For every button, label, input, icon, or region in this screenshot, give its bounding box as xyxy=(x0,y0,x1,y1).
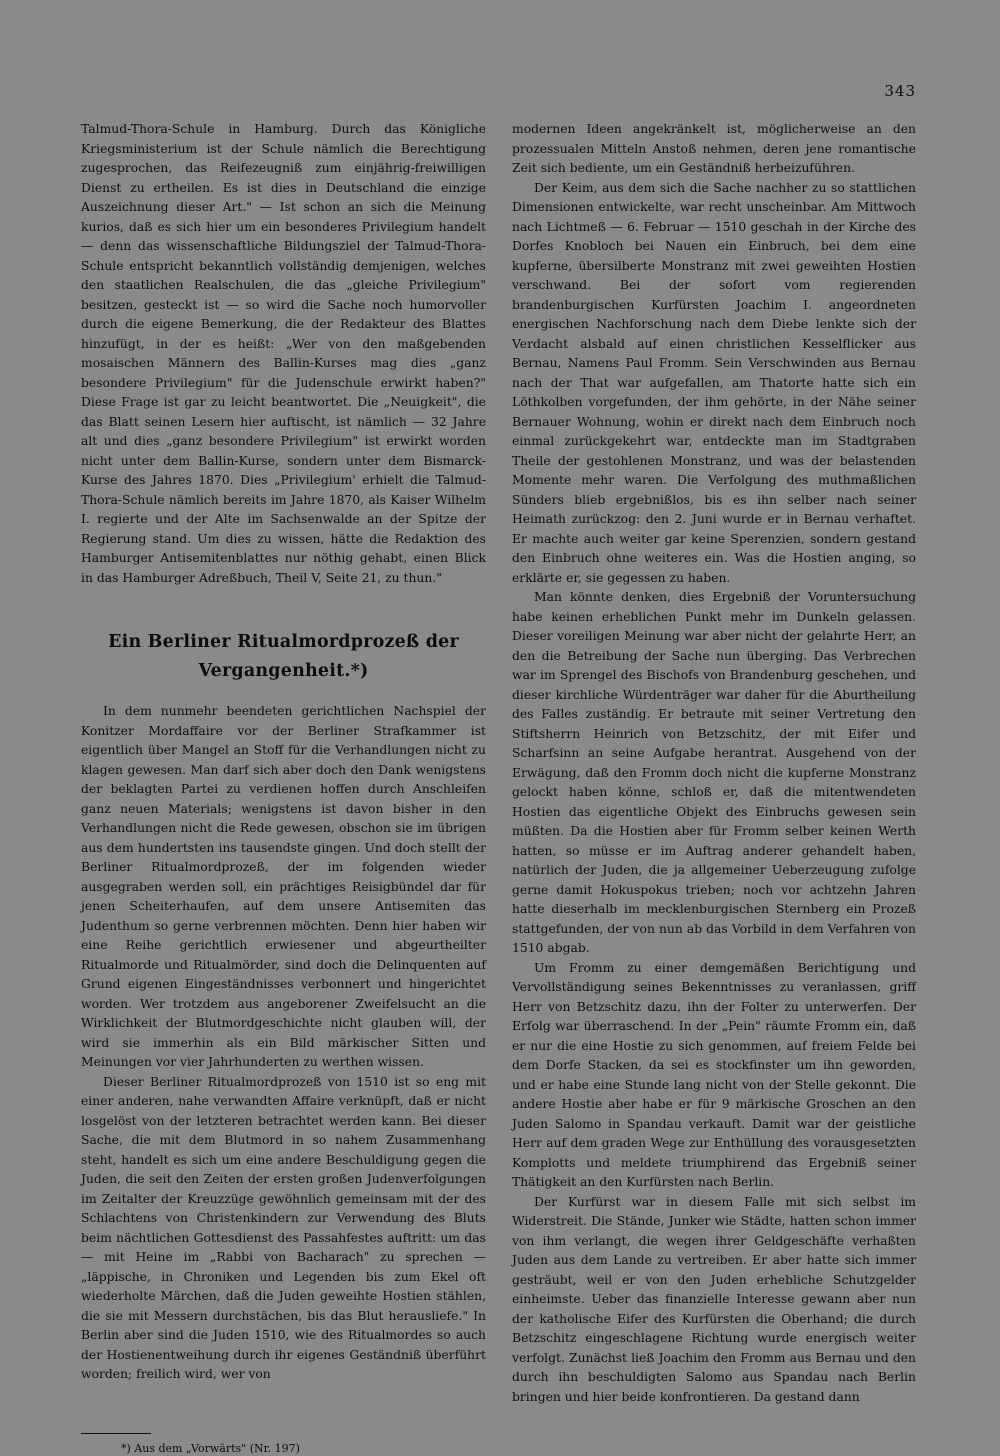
article-title xyxy=(81,628,486,686)
intro-paragraph: Talmud-Thora-Schule in Hamburg. Durch das Königliche Kriegsministerium ist der Schule nämlich die Berechtigung zugesprochen, das Reifezeugniß zum einjährig-freiwilligen Dienst zu ertheilen. Es ist dies in Deutschland die einzige Auszeichnung dieser Art." — Ist schon an sich die Meinung kurios, daß es sich hier um ein besonderes Privilegium handelt — denn das wissenschaftliche Bildungsziel der Talmud-Thora-Schule entspricht bekanntlich vollständig demjenigen, welches den staatlichen Realschulen, die das „gleiche Privilegium" besitzen, gesteckt ist — so wird die Sache noch humorvoller durch die eigene Bemerkung, die der Redakteur des Blattes hinzufügt, in der es heißt: „Wer von den maßgebenden mosaischen Männern des Ballin-Kurses mag dies „ganz besondere Privilegium" für die Judenschule erwirkt haben?" Diese Frage ist gar zu leicht beantwortet. Die „Neuigkeit", die das Blatt seinen Lesern hier auftischt, ist nämlich — 32 Jahre alt und dies „ganz besondere Privilegium" ist erwirkt worden nicht unter dem Ballin-Kurse, sondern unter dem Bismarck-Kurse des Jahres 1870. Dies „Privilegium' erhielt die Talmud-Thora-Schule nämlich bereits im Jahre 1870, als Kaiser Wilhelm I. regierte und der Alte im Sachsenwalde an der Spitze der Regierung stand. Um dies zu wissen, hätte die Redaktion des Hamburger Antisemitenblattes nur nöthig gehabt, einen Blick in das Hamburger Adreßbuch, Theil V, Seite 21, zu thun." xyxy=(81,122,486,585)
paragraph: Um Fromm zu einer demgemäßen Berichtigung und Vervollständigung seines Bekenntnisses zu veranlassen, griff Herr von Betzschitz dazu, ihn der Folter zu unterwerfen. Der Erfolg war überraschend. In der „Pein" räumte Fromm ein, daß er nur die eine Hostie zu sich genommen, auf freiem Felde bei dem Dorfe Stacken, da sei es stockfinster um ihn geworden, und er habe eine Stunde lang nicht von der Stelle gekonnt. Die andere Hostie aber habe er für 9 märkische Groschen an den Juden Salomo in Spandau verkauft. Damit war der geistliche Herr auf dem graden Wege zur Enthüllung des vorausgesetzten Komplotts und meldete triumphirend das Ergebniß seiner Thätigkeit an den Kurfürsten nach Berlin. xyxy=(512,960,916,1189)
paragraph: Man könnte denken, dies Ergebniß der Voruntersuchung habe keinen erheblichen Punkt mehr im Dunkeln gelassen. Dieser voreiligen Meinung war aber nicht der gelahrte Herr, an den die Betreibung der Sache nun überging. Das Verbrechen war im Sprengel des Bischofs von Brandenburg geschehen, und dieser kirchliche Würdenträger war daher für die Aburtheilung des Falles zuständig. Er betraute mit seiner Vertretung den Stiftsherrn Heinrich von Betzschitz, der mit Eifer und Scharfsinn an seine Aufgabe herantrat. Ausgehend von der Erwägung, daß den Fromm doch nicht die kupferne Monstranz gelockt haben könne, schloß er, daß die mitentwendeten Hostien das eigentliche Objekt des Einbruchs gewesen sein müßten. Da die Hostien aber für Fromm selber keinen Werth hatten, so müsse er im Auftrag anderer gehandelt haben, natürlich der Juden, die ja allgemeiner Ueberzeugung zufolge gerne damit Hokuspokus trieben; noch vor achtzehn Jahren hatte dieserhalb im mecklenburgischen Sternberg ein Prozeß stattgefunden, der von nun ab das Vorbild in dem Verfahren von 1510 abgab. xyxy=(512,590,916,955)
article-title-line-2: Vergangenheit.*) xyxy=(198,661,369,681)
paragraph: Dieser Berliner Ritualmordprozeß von 1510 ist so eng mit einer anderen, nahe verwandten Affaire verknüpft, daß er nicht losgelöst von der letzteren betrachtet werden kann. Bei dieser Sache, die mit dem Blutmord in so nahem Zusammenhang steht, handelt es sich um eine andere Beschuldigung gegen die Juden, die seit den Zeiten der ersten großen Judenverfolgungen im Zeitalter der Kreuzzüge gewöhnlich gemeinsam mit der des Schlachtens von Christenkindern zur Verwendung des Bluts beim nächtlichen Gottesdienst des Passahfestes auftritt: um das — mit Heine im „Rabbi von Bacharach" zu sprechen — „läppische, in Chroniken und Legenden bis zum Ekel oft wiederholte Märchen, daß die Juden geweihte Hostien stählen, die sie mit Messern durchstächen, bis das Blut herausliefe." In Berlin aber sind die Juden 1510, wie des Ritualmordes so auch der Hostienentweihung durch ihr eigenes Geständniß überführt worden; freilich wird, wer von xyxy=(81,1074,486,1381)
footnote: *) Aus dem „Vorwärts" (Nr. 197) xyxy=(121,1441,300,1455)
left-column xyxy=(81,120,486,1456)
paragraph: Der Kurfürst war in diesem Falle mit sich selbst im Widerstreit. Die Stände, Junker wie Städte, hatten schon immer von ihm verlangt, die wegen ihrer Geldgeschäfte verhaßten Juden aus dem Lande zu vertreiben. Er aber hatte sich immer gesträubt, weil er von den Juden erhebliche Schutzgelder einheimste. Ueber das finanzielle Interesse gewann aber nun der katholische Eifer des Kurfürsten die Oberhand; die durch Betzschitz eingeschlagene Richtung wurde energisch weiter verfolgt. Zunächst ließ Joachim den Fromm aus Bernau und den durch ihn beschuldigten Salomo aus Spandau nach Berlin bringen und hier beide konfrontieren. Da gestand dann xyxy=(512,1194,916,1404)
right-column xyxy=(512,120,916,1407)
footnote-divider xyxy=(81,1433,151,1434)
paragraph: modernen Ideen angekränkelt ist, möglicherweise an den prozessualen Mitteln Anstoß nehmen, deren jene romantische Zeit sich bediente, um ein Geständniß herbeizuführen. xyxy=(512,122,916,175)
article-title-line-1: Ein Berliner Ritualmordprozeß der xyxy=(108,632,459,652)
paragraph: Der Keim, aus dem sich die Sache nachher zu so stattlichen Dimensionen entwickelte, war recht unscheinbar. Am Mittwoch nach Lichtmeß — 6. Februar — 1510 geschah in der Kirche des Dorfes Knobloch bei Nauen ein Einbruch, bei dem eine kupferne, übersilberte Monstranz mit zwei geweihten Hostien verschwand. Bei der sofort vom regierenden brandenburgischen Kurfürsten Joachim I. angeordneten energischen Nachforschung nach dem Diebe lenkte sich der Verdacht alsbald auf einen christlichen Kesselflicker aus Bernau, Namens Paul Fromm. Sein Verschwinden aus Bernau nach der That war aufgefallen, am Thatorte hatte sich ein Löthkolben vorgefunden, der ihm gehörte, in der Nähe seiner Bernauer Wohnung, wohin er direkt nach dem Einbruch noch einmal zurückgekehrt war, entdeckte man im Stadtgraben Theile der gestohlenen Monstranz, und was der belastenden Momente mehr waren. Die Verfolgung des muthmaßlichen Sünders blieb ergebnißlos, bis es ihn selber nach seiner Heimath zurückzog: den 2. Juni wurde er in Bernau verhaftet. Er machte auch weiter gar keine Sperenzien, sondern gestand den Einbruch ohne weiteres ein. Was die Hostien anging, so erklärte er, sie gegessen zu haben. xyxy=(512,180,916,585)
paragraph: In dem nunmehr beendeten gerichtlichen Nachspiel der Konitzer Mordaffaire vor der Berliner Strafkammer ist eigentlich über Mangel an Stoff für die Verhandlungen nicht zu klagen gewesen. Man darf sich aber doch den Dank wenigstens der beklagten Partei zu verdienen hoffen durch Anschleifen ganz neuen Materials; wenigstens ist davon bisher in den Verhandlungen nicht die Rede gewesen, obschon sie im übrigen aus dem hundertsten ins tausendste gingen. Und doch stellt der Berliner Ritualmordprozeß, der im folgenden wieder ausgegraben werden soll, ein prächtiges Reisigbündel dar für jenen Scheiterhaufen, auf dem unsere Antisemiten das Judenthum so gerne verbrennen möchten. Denn hier haben wir eine Reihe gerichtlich erwiesener und abgeurtheilter Ritualmorde und Ritualmörder, sind doch die Delinquenten auf Grund eigenen Eingeständnisses verbonnert und hingerichtet worden. Wer trotzdem aus angeborener Zweifelsucht an die Wirklichkeit der Blutmordgeschichte nicht glauben will, der wird sie immerhin als ein Bild märkischer Sitten und Meinungen vor vier Jahrhunderten zu werthen wissen. xyxy=(81,704,486,1069)
page-number: 343 xyxy=(884,82,916,100)
